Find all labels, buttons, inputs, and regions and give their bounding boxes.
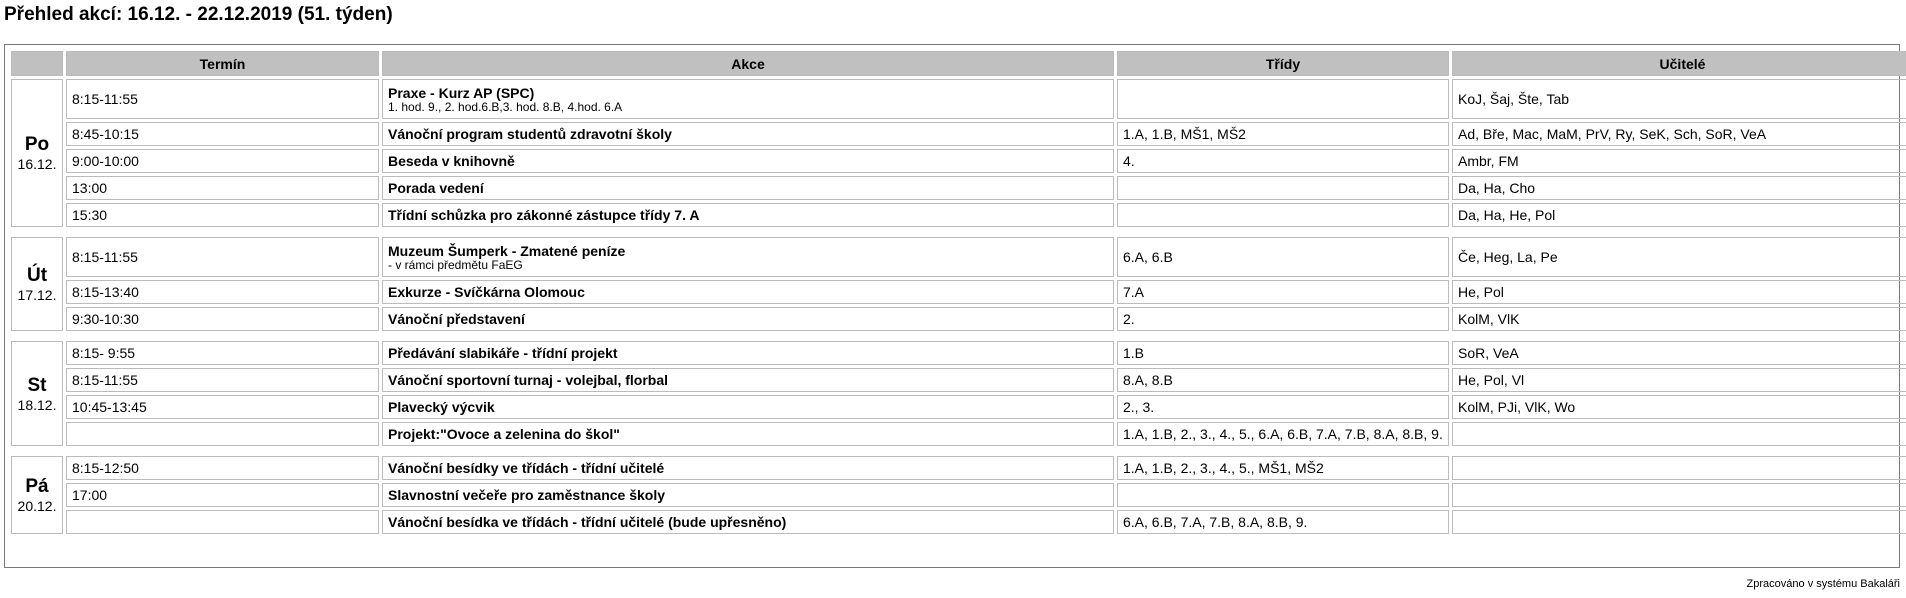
event-time: 15:30 [66,203,379,227]
event-time: 13:00 [66,176,379,200]
event-classes: 6.A, 6.B, 7.A, 7.B, 8.A, 8.B, 9. [1117,510,1449,534]
event-row [11,280,1906,304]
day-date: 16.12. [17,156,57,172]
event-time: 17:00 [66,483,379,507]
event-teachers [1452,510,1906,534]
event-note: 1. hod. 9., 2. hod.6.B,3. hod. 8.B, 4.hod. 6.A [388,99,623,114]
day-cell [11,341,63,446]
header-day [11,51,63,76]
event-akce [382,237,1114,277]
event-title: Slavnostní večeře pro zaměstnance školy [388,487,666,503]
event-title: Porada vedení [388,180,484,196]
event-title: Třídní schůzka pro zákonné zástupce třídy 7. A [388,207,700,223]
event-time: 8:45-10:15 [66,122,379,146]
event-row [11,237,1906,277]
separator-cell [11,334,1906,338]
event-classes: 1.B [1117,341,1449,365]
event-teachers: KolM, PJi, VlK, Wo [1452,395,1906,419]
event-title: Vánoční besídky ve třídách - třídní učitelé [388,460,665,476]
event-teachers [1452,483,1906,507]
event-row [11,510,1906,534]
event-time: 8:15-12:50 [66,456,379,480]
event-teachers: SoR, VeA [1452,341,1906,365]
event-time: 8:15-11:55 [66,237,379,277]
event-time: 8:15-13:40 [66,280,379,304]
event-time [66,422,379,446]
event-akce [382,422,1114,446]
event-row [11,341,1906,365]
day-date: 18.12. [17,396,57,413]
event-classes: 1.A, 1.B, 2., 3., 4., 5., MŠ1, MŠ2 [1117,456,1449,480]
event-row [11,307,1906,331]
event-teachers [1452,422,1906,446]
event-akce [382,368,1114,392]
event-classes: 6.A, 6.B [1117,237,1449,277]
event-title: Vánoční představení [388,311,525,327]
event-title: Vánoční besídka ve třídách - třídní učitelé (bude upřesněno) [388,514,787,530]
event-teachers: He, Pol, Vl [1452,368,1906,392]
header-ucitele: Učitelé [1452,51,1906,76]
day-cell [11,237,63,331]
event-row [11,149,1906,173]
day-date: 20.12. [17,498,57,514]
event-title: Beseda v knihovně [388,153,515,169]
event-akce [382,510,1114,534]
event-note: - v rámci předmětu FaEG [388,257,523,272]
schedule-table [8,48,1906,537]
day-separator [11,230,1906,234]
day-abbr: Pá [25,476,49,497]
event-time: 8:15-11:55 [66,368,379,392]
event-row [11,395,1906,419]
header-tridy: Třídy [1117,51,1449,76]
event-akce [382,203,1114,227]
event-teachers: Ambr, FM [1452,149,1906,173]
event-akce [382,395,1114,419]
schedule-frame [4,44,1900,568]
event-teachers: Da, Ha, Cho [1452,176,1906,200]
day-cell [11,456,63,534]
event-title: Projekt:"Ovoce a zelenina do škol" [388,426,620,442]
separator-cell [11,449,1906,453]
footer-credit: Zpracováno v systému Bakaláři [1746,578,1900,590]
day-date: 17.12. [17,287,57,303]
day-abbr: Út [26,265,48,286]
event-row [11,483,1906,507]
header-akce: Akce [382,51,1114,76]
event-akce [382,122,1114,146]
day-cell [11,79,63,227]
event-row [11,203,1906,227]
event-title: Předávání slabikáře - třídní projekt [388,345,618,361]
event-teachers: KoJ, Šaj, Šte, Tab [1452,79,1906,119]
event-title: Plavecký výcvik [388,399,495,415]
header-termin: Termín [66,51,379,76]
event-akce [382,456,1114,480]
event-classes [1117,176,1449,200]
event-classes: 2., 3. [1117,395,1449,419]
event-row [11,456,1906,480]
event-row [11,122,1906,146]
event-classes [1117,483,1449,507]
event-teachers: Da, Ha, He, Pol [1452,203,1906,227]
event-title: Vánoční sportovní turnaj - volejbal, florbal [388,372,669,388]
event-time: 8:15- 9:55 [66,341,379,365]
event-row [11,422,1906,446]
event-title: Vánoční program studentů zdravotní školy [388,126,672,142]
event-time: 10:45-13:45 [66,395,379,419]
event-akce [382,341,1114,365]
event-teachers [1452,456,1906,480]
event-classes [1117,79,1449,119]
separator-cell [11,230,1906,234]
event-akce [382,176,1114,200]
event-akce [382,483,1114,507]
event-time: 9:00-10:00 [66,149,379,173]
event-title: Muzeum Šumperk - Zmatené peníze [388,242,626,259]
event-classes: 7.A [1117,280,1449,304]
event-title: Exkurze - Svíčkárna Olomouc [388,284,585,300]
day-abbr: St [27,374,47,396]
event-classes: 1.A, 1.B, MŠ1, MŠ2 [1117,122,1449,146]
event-akce [382,307,1114,331]
event-akce [382,280,1114,304]
event-teachers: He, Pol [1452,280,1906,304]
event-akce [382,149,1114,173]
day-separator [11,449,1906,453]
header-row [11,51,1906,76]
event-row [11,368,1906,392]
day-abbr: Po [24,134,50,155]
event-classes: 8.A, 8.B [1117,368,1449,392]
event-time: 8:15-11:55 [66,79,379,119]
event-teachers: Če, Heg, La, Pe [1452,237,1906,277]
day-separator [11,334,1906,338]
event-classes: 1.A, 1.B, 2., 3., 4., 5., 6.A, 6.B, 7.A, 7.B, 8.A, 8.B, 9. [1117,422,1449,446]
event-classes: 2. [1117,307,1449,331]
event-classes: 4. [1117,149,1449,173]
event-teachers: Ad, Bře, Mac, MaM, PrV, Ry, SeK, Sch, SoR, VeA [1452,122,1906,146]
event-teachers: KolM, VlK [1452,307,1906,331]
page-title: Přehled akcí: 16.12. - 22.12.2019 (51. týden) [4,4,393,25]
event-title: Praxe - Kurz AP (SPC) [388,84,535,101]
event-row [11,79,1906,119]
event-time: 9:30-10:30 [66,307,379,331]
event-row [11,176,1906,200]
schedule-body [11,79,1906,534]
event-time [66,510,379,534]
event-akce [382,79,1114,119]
event-classes [1117,203,1449,227]
